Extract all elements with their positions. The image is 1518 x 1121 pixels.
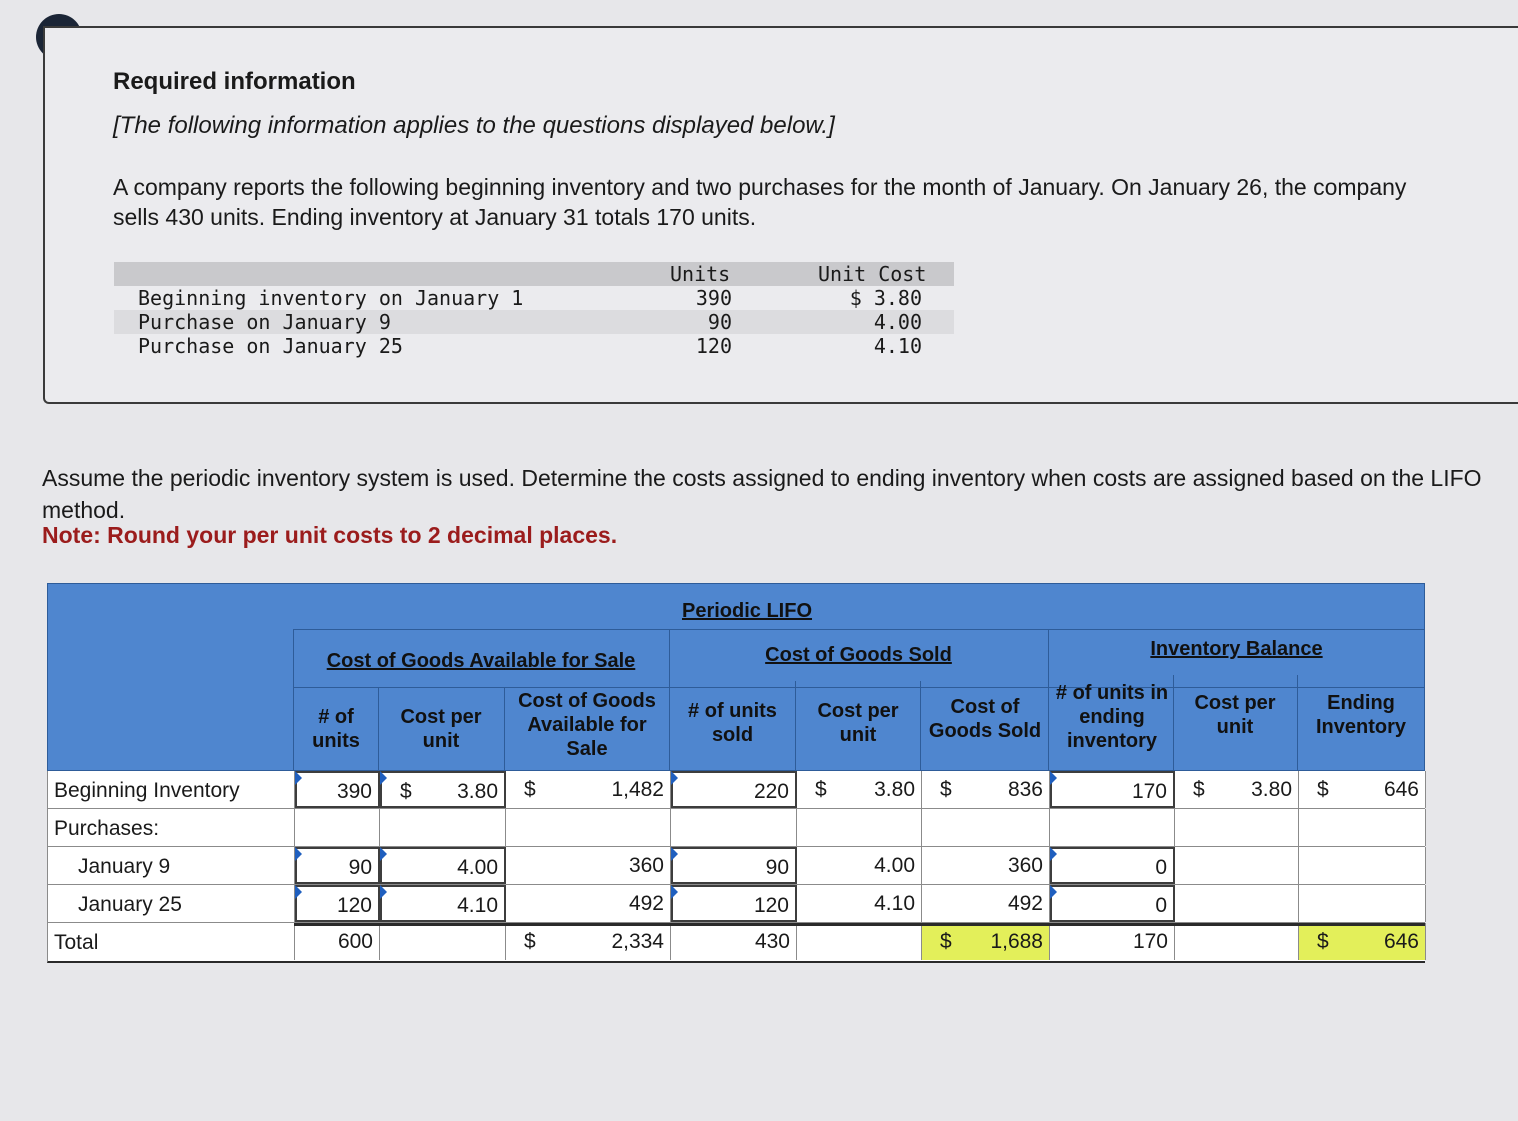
jan9-units-input[interactable]: 90 [295,847,380,884]
beginning-cost-available: $ 1,482 [506,771,671,808]
jan25-cost-per-unit-input[interactable]: 4.10 [380,885,506,922]
col-cost-per-unit-ending: Cost per unit [1194,692,1276,738]
col-cost-available: Cost of Goods Available for Sale [518,690,656,760]
table-row [114,334,954,358]
jan9-cogs: 360 [922,847,1050,884]
beginning-cost-per-unit-input[interactable]: $ 3.80 [380,771,506,808]
jan25-units-sold-input[interactable]: 120 [671,885,797,922]
table-row [47,923,1425,963]
col-cost-per-unit-sold: Cost per unit [817,700,899,746]
col-ending-inventory: Ending Inventory [1315,692,1407,738]
total-cogs: $ 1,688 [922,923,1050,960]
jan25-units-input[interactable]: 120 [295,885,380,922]
total-ending-inventory: $ 646 [1299,923,1426,960]
beginning-units-sold-input[interactable]: 220 [671,771,797,808]
problem-intro: A company reports the following beginning inventory and two purchases for the month of January. On January 26, the company sells 430 units. Ending inventory at January 31 totals 170 units. [113,174,1407,230]
jan25-cost-available: 492 [506,885,671,922]
jan9-units-sold-input[interactable]: 90 [671,847,797,884]
question-text: Assume the periodic inventory system is used. Determine the costs assigned to ending inventory when costs are assigned based on the LIFO method. [42,465,1482,523]
table-row [47,847,1425,885]
total-units-ending: 170 [1050,923,1175,960]
total-cost-available: $ 2,334 [506,923,671,960]
row-label: Beginning Inventory [54,779,240,802]
row-label: Total [54,931,99,954]
unit-cost-header: Unit Cost [818,262,927,286]
jan25-cost-per-unit-sold: 4.10 [797,885,922,922]
row-units: 390 [695,286,732,310]
group-sold: Cost of Goods Sold [765,644,952,666]
beginning-cogs: $ 836 [922,771,1050,808]
row-label: Purchases: [54,817,160,840]
table-row [47,885,1425,923]
jan25-units-ending-input[interactable]: 0 [1050,885,1175,922]
col-units: # of units [312,706,360,752]
row-units: 120 [695,334,732,358]
col-cogs: Cost of Goods Sold [928,696,1042,742]
row-unit-cost: 4.00 [873,310,922,334]
beginning-cost-per-unit-ending: $ 3.80 [1175,771,1299,808]
jan9-cost-available: 360 [506,847,671,884]
beginning-units-ending-input[interactable]: 170 [1050,771,1175,808]
total-units: 600 [295,923,380,960]
table-row [114,310,954,334]
row-label: Beginning inventory on January 1 [138,286,524,310]
row-label: January 25 [78,893,182,916]
row-label: Purchase on January 9 [138,310,391,334]
row-unit-cost: 4.10 [873,334,922,358]
beginning-cost-per-unit-sold: $ 3.80 [797,771,922,808]
row-unit-cost: $ 3.80 [849,286,922,310]
required-information-title: Required information [113,68,356,95]
beginning-units-input[interactable]: 390 [295,771,380,808]
table-row [47,771,1425,809]
col-units-sold: # of units sold [688,700,777,746]
jan9-cost-per-unit-sold: 4.00 [797,847,922,884]
group-available: Cost of Goods Available for Sale [326,650,636,672]
table-row [47,809,1425,847]
inventory-data-table [114,262,954,358]
row-label: Purchase on January 25 [138,334,403,358]
beginning-ending-inventory: $ 646 [1299,771,1426,808]
row-label: January 9 [78,855,171,878]
table-row [114,286,954,310]
total-units-sold: 430 [671,923,797,960]
applies-note: [The following information applies to the questions displayed below.] [113,112,835,139]
units-header: Units [670,262,731,286]
grid-title: Periodic LIFO [681,600,813,622]
rounding-note: Note: Round your per unit costs to 2 decimal places. [42,522,618,548]
group-balance: Inventory Balance [1150,638,1323,660]
col-units-ending: # of units in ending inventory [1055,682,1169,752]
jan9-cost-per-unit-input[interactable]: 4.00 [380,847,506,884]
periodic-lifo-grid [47,583,1425,963]
jan25-cogs: 492 [922,885,1050,922]
jan9-units-ending-input[interactable]: 0 [1050,847,1175,884]
row-units: 90 [707,310,732,334]
col-cost-per-unit: Cost per unit [400,706,482,752]
inventory-data-header [114,262,954,286]
